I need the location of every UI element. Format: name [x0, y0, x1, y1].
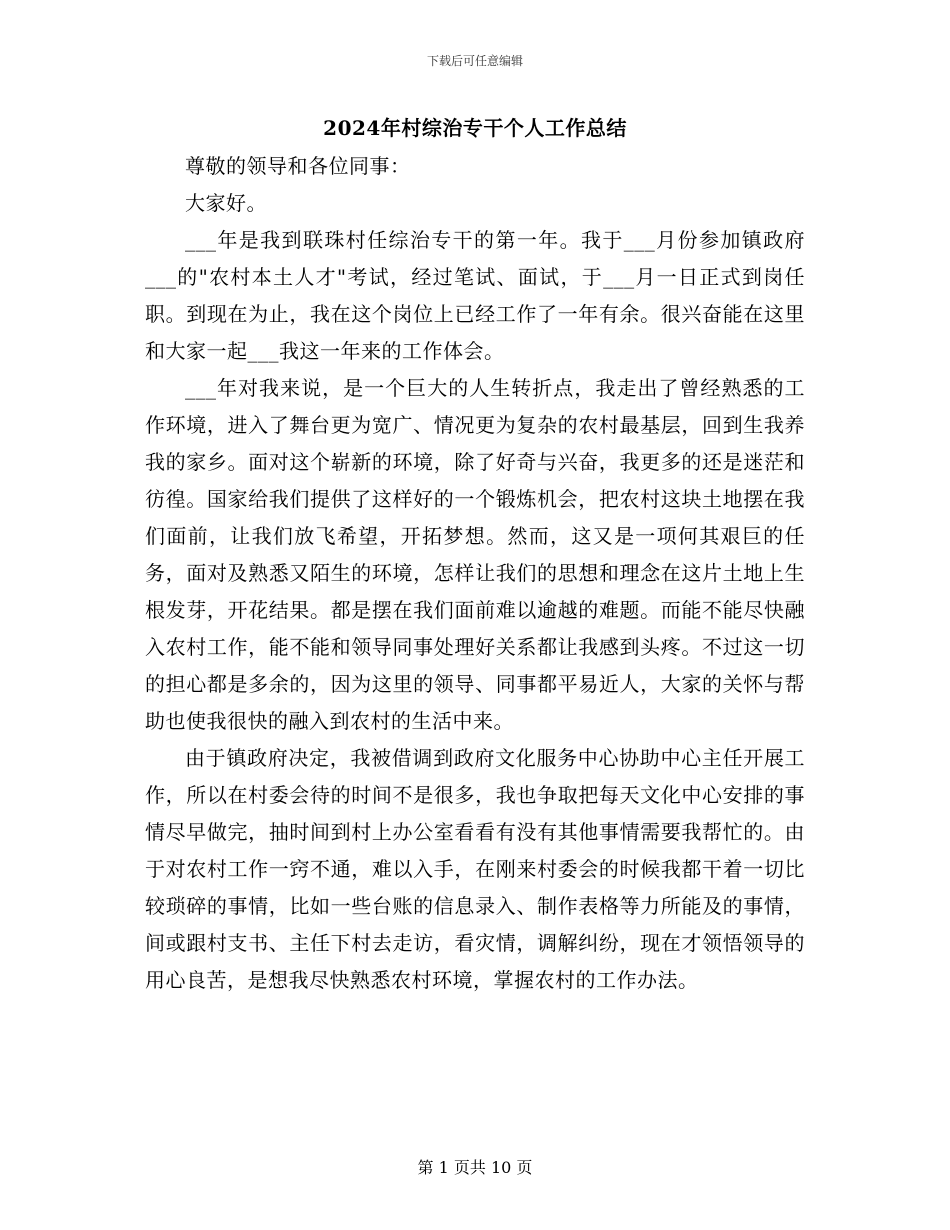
- header-note: 下载后可任意编辑: [426, 54, 523, 68]
- page-indicator: 第 1 页共 10 页: [417, 1158, 533, 1177]
- document-body: [145, 148, 805, 999]
- paragraph-secondment: 由于镇政府决定，我被借调到政府文化服务中心协助中心主任开展工作，所以在村委会待的时间不是很多，我也争取把每天文化中心安排的事情尽早做完，抽时间到村上办公室看看有没有其他事情需要我帮忙的。由于对农村工作一窍不通，难以入手，在刚来村委会的时候我都干着一切比较琐碎的事情，比如一些台账的信息录入、制作表格等力所能及的事情，间或跟村支书、主任下村去走访，看灾情，调解纠纷，现在才领悟领导的用心良苦，是想我尽快熟悉农村环境，掌握农村的工作办法。: [145, 746, 805, 992]
- paragraph-turning-point: ___年对我来说，是一个巨大的人生转折点，我走出了曾经熟悉的工作环境，进入了舞台更为宽广、情况更为复杂的农村最基层，回到生我养我的家乡。面对这个崭新的环境，除了好奇与兴奋，我更多的还是迷茫和彷徨。国家给我们提供了这样好的一个锻炼机会，把农村这块土地摆在我们面前，让我们放飞希望，开拓梦想。然而，这又是一项何其艰巨的任务，面对及熟悉又陌生的环境，怎样让我们的思想和理念在这片土地上生根发芽，开花结果。都是摆在我们面前难以逾越的难题。而能不能尽快融入农村工作，能不能和领导同事处理好关系都让我感到头疼。不过这一切的担心都是多余的，因为这里的领导、同事都平易近人，大家的关怀与帮助也使我很快的融入到农村的生活中来。: [145, 376, 805, 733]
- document-title: 2024年村综治专干个人工作总结: [323, 116, 627, 140]
- paragraph-intro: ___年是我到联珠村任综治专干的第一年。我于___月份参加镇政府___的"农村本土人才"考试，经过笔试、面试，于___月一日正式到岗任职。到现在为止，我在这个岗位上已经工作了一年有余。很兴奋能在这里和大家一起___我这一年来的工作体会。: [145, 228, 805, 363]
- paragraph-greeting: 大家好。: [185, 191, 267, 215]
- paragraph-salutation: 尊敬的领导和各位同事：: [185, 154, 411, 178]
